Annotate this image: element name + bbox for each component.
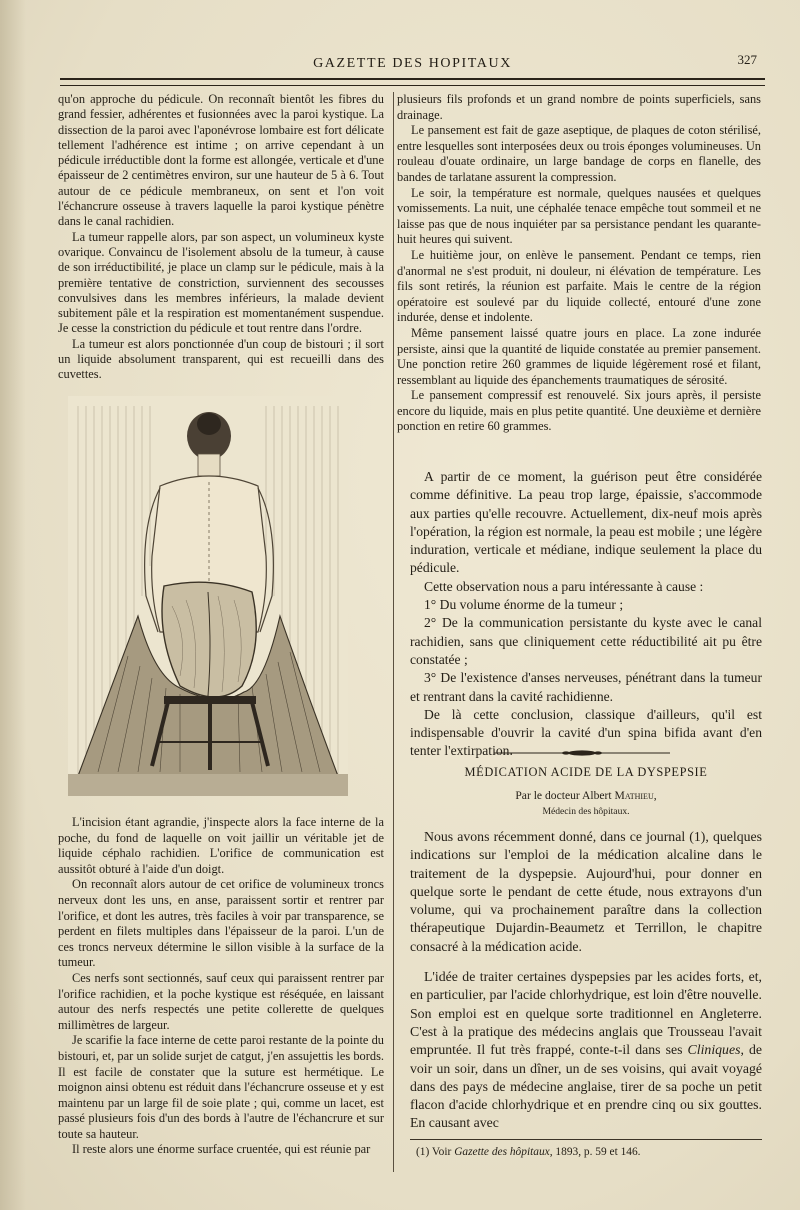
engraving-illustration [68,396,348,796]
paragraph [410,968,762,1133]
paragraph: Le huitième jour, on enlève le pansement. Pendant ce temps, rien d'anormal ne s'est produit, ni douleur, ni élévation de température. Les fils sont retirés, la réunion est parfaite. Mais le centre de la région opératoire est soulevé par du liquide collecté, entouré d'une zone indurée, dense et indolente. [397,247,761,325]
paragraph: Je scarifie la face interne de cette paroi restante de la pointe du bistouri, et, par un solide surjet de catgut, j'en assujettis les bords. Il est facile de constater que la suture est hermétique. Le moignon ainsi obtenu est réduit dans l'échancrure osseuse et y est maintenu par un large fil de soie plate ; qui, comme un lacet, est passé plusieurs fois d'un des bords à l'autre de l'échancrure et sur toute sa hauteur. [58,1033,384,1141]
paragraph: Le pansement compressif est renouvelé. Six jours après, il persiste encore du liquide, mais en plus petite quantité. Une deuxième et dernière ponction en retire 60 grammes. [397,388,761,434]
running-head [60,50,765,76]
author-role: Médecin des hôpitaux. [542,806,630,817]
text-run: L'idée de traiter certaines dyspepsies par les acides forts, et, en particulier, par l'acide chlorhydrique, est loin d'être nouvelle. Son emploi est en quelque sorte traditionnel en Angleterre. C'est à la pratique des médecins anglais que Trousseau l'avait empruntée. Il fut très frappé, conte-t-il dans ses [410,969,762,1058]
page-number: 327 [737,52,757,67]
footnote-journal: Gazette des hôpitaux, [454,1146,553,1158]
paragraph: plusieurs fils profonds et un grand nombre de points superficiels, sans drainage. [397,92,761,122]
article-body [410,828,762,1133]
paragraph: qu'on approche du pédicule. On reconnaît bientôt les fibres du grand fessier, adhérentes et fusionnées avec la paroi kystique. La dissection de la paroi avec l'aponévrose lombaire est fort délicate tellement l'adhérence est intime ; on arrive cependant à un pédicule irréductible dont la forme est allongée, verticale et d'une épaisseur de 2 centimètres environ, sur une hauteur de 5 à 6. Tout autour de ce pédicule membraneux, on sent et l'on voit l'échancrure osseuse à travers laquelle la paroi kystique pénètre dans le canal rachidien. [58,92,384,229]
byline-prefix: Par le docteur Albert [515,789,615,802]
list-item: 2° De la communication persistante du kyste avec le canal rachidien, sans que cliniquement cette réductibilité ait pu être constatée ; [410,615,762,667]
left-column-top [58,92,384,383]
paragraph: Ces nerfs sont sectionnés, sauf ceux qui paraissent rentrer par l'orifice rachidien, et la poche kystique est réséquée, en laissant autour des nerfs respectés une petite collerette de quelques millimètres de largeur. [58,970,384,1032]
column-divider [393,92,394,1172]
paragraph: Le soir, la température est normale, quelques nausées et quelques vomissements. La nuit, une céphalée tenace empêche tout sommeil et ne laisse pas que de nous inquiéter par sa persistance pendant les quarante-huit heures qui suivent. [397,185,761,247]
paragraph: La tumeur rappelle alors, par son aspect, un volumineux kyste ovarique. Convaincu de l'isolement absolu de la tumeur, à cause de son irréductibilité, je place un clamp sur le pédicule, mais à la première tentative de constriction, surviennent des secousses convulsives dans les membres inférieurs, la malade devient subitement pâle et la respiration est momentanément suspendue. Je cesse la constriction du pédicule et tout rentre dans l'ordre. [58,229,384,336]
header-rule [60,78,765,86]
paragraph: Cette observation nous a paru intéressante à cause : [424,578,704,594]
byline [410,789,762,802]
paragraph: Même pansement laissé quatre jours en place. La zone indurée persiste, ainsi que la quantité de liquide constatée au premier pansement. Une ponction retire 260 grammes de liquide légèrement rosé et filant, ressemblant au liquide des épanchements traumatiques de sérosité. [397,325,761,387]
list-item: 1° Du volume énorme de la tumeur ; [424,597,624,613]
paragraph: On reconnaît alors autour de cet orifice de volumineux troncs nerveux dont les uns, en anse, paraissent sortir et rentrer par l'orifice, et dont les autres, très faciles à voir par transparence, se perdent en filets multiples dans l'épaisseur de la paroi. L'un de ces troncs nerveux détermine le sillon visible à la surface de la tumeur. [58,877,384,970]
text-run: , de voir un soir, dans un dîner, un de ses voisins, qui avait voyagé dans des pays de médecine anglaise, tirer de sa poche un petit flacon d'acide chlorhydrique et en prendre cinq ou six gouttes. En causant avec [410,1042,763,1131]
right-column-conclusion [410,468,762,761]
footnote-rule [410,1139,762,1140]
paragraph: L'incision étant agrandie, j'inspecte alors la face interne de la poche, du fond de laquelle on voit jaillir un véritable jet de liquide céphalo rachidien. L'orifice de communication est aussitôt obturé à l'aide d'un doigt. [58,815,384,876]
paragraph: Il reste alors une énorme surface cruentée, qui est réunie par [72,1142,371,1157]
page-edge-shadow [0,0,26,1210]
left-column-bottom [58,815,384,1158]
footnote-ref: 1893, p. 59 et 146. [552,1146,641,1158]
right-column-top [397,92,761,435]
footnote-prefix: (1) Voir [416,1146,455,1158]
article-title: MÉDICATION ACIDE DE LA DYSPEPSIE [464,765,708,779]
italic-title: Cliniques [687,1042,741,1058]
journal-title: GAZETTE DES HOPITAUX [313,56,512,71]
paragraph: Le pansement est fait de gaze aseptique, de plaques de coton stérilisé, entre lesquelles sont interposées deux ou trois éponges volumineuses. Un rouleau d'ouate ordinaire, un large bandage de corps en flanelle, des bandes de tarlatane assurent la compression. [397,123,761,184]
paragraph: A partir de ce moment, la guérison peut être considérée comme définitive. La peau trop large, épaissie, s'accommode aux parties qu'elle recouvre. Actuellement, dix-neuf mois après l'opération, la région est normale, la peau est mobile ; une légère induration, verticale et médiane, indique seulement la place du pédicule. [410,469,762,576]
paragraph: Nous avons récemment donné, dans ce journal (1), quelques indications sur l'emploi de la médication alcaline dans le traitement de la dyspepsie. Aujourd'hui, pour donner en quelque sorte le pendant de cette étude, nous extrayons d'un volume, qui va prochainement paraître dans la collection thérapeutique Dujardin-Beaumetz et Terrillon, le chapitre consacré à la médication acide. [410,829,762,954]
footnote [416,1146,762,1158]
list-item: 3° De l'existence d'anses nerveuses, pénétrant dans la tumeur et rentrant dans la cavité rachidienne. [410,670,762,704]
author-name: Mathieu, [614,789,657,802]
paragraph: De là cette conclusion, classique d'ailleurs, qu'il est indispensable d'ouvrir la cavité d'un spina bifida avant d'en tenter l'extirpation. [410,706,762,759]
section-separator [494,744,670,752]
paragraph: La tumeur est alors ponctionnée d'un coup de bistouri ; il sort un liquide absolument transparent, qui est recueilli dans des cuvettes. [58,336,384,382]
